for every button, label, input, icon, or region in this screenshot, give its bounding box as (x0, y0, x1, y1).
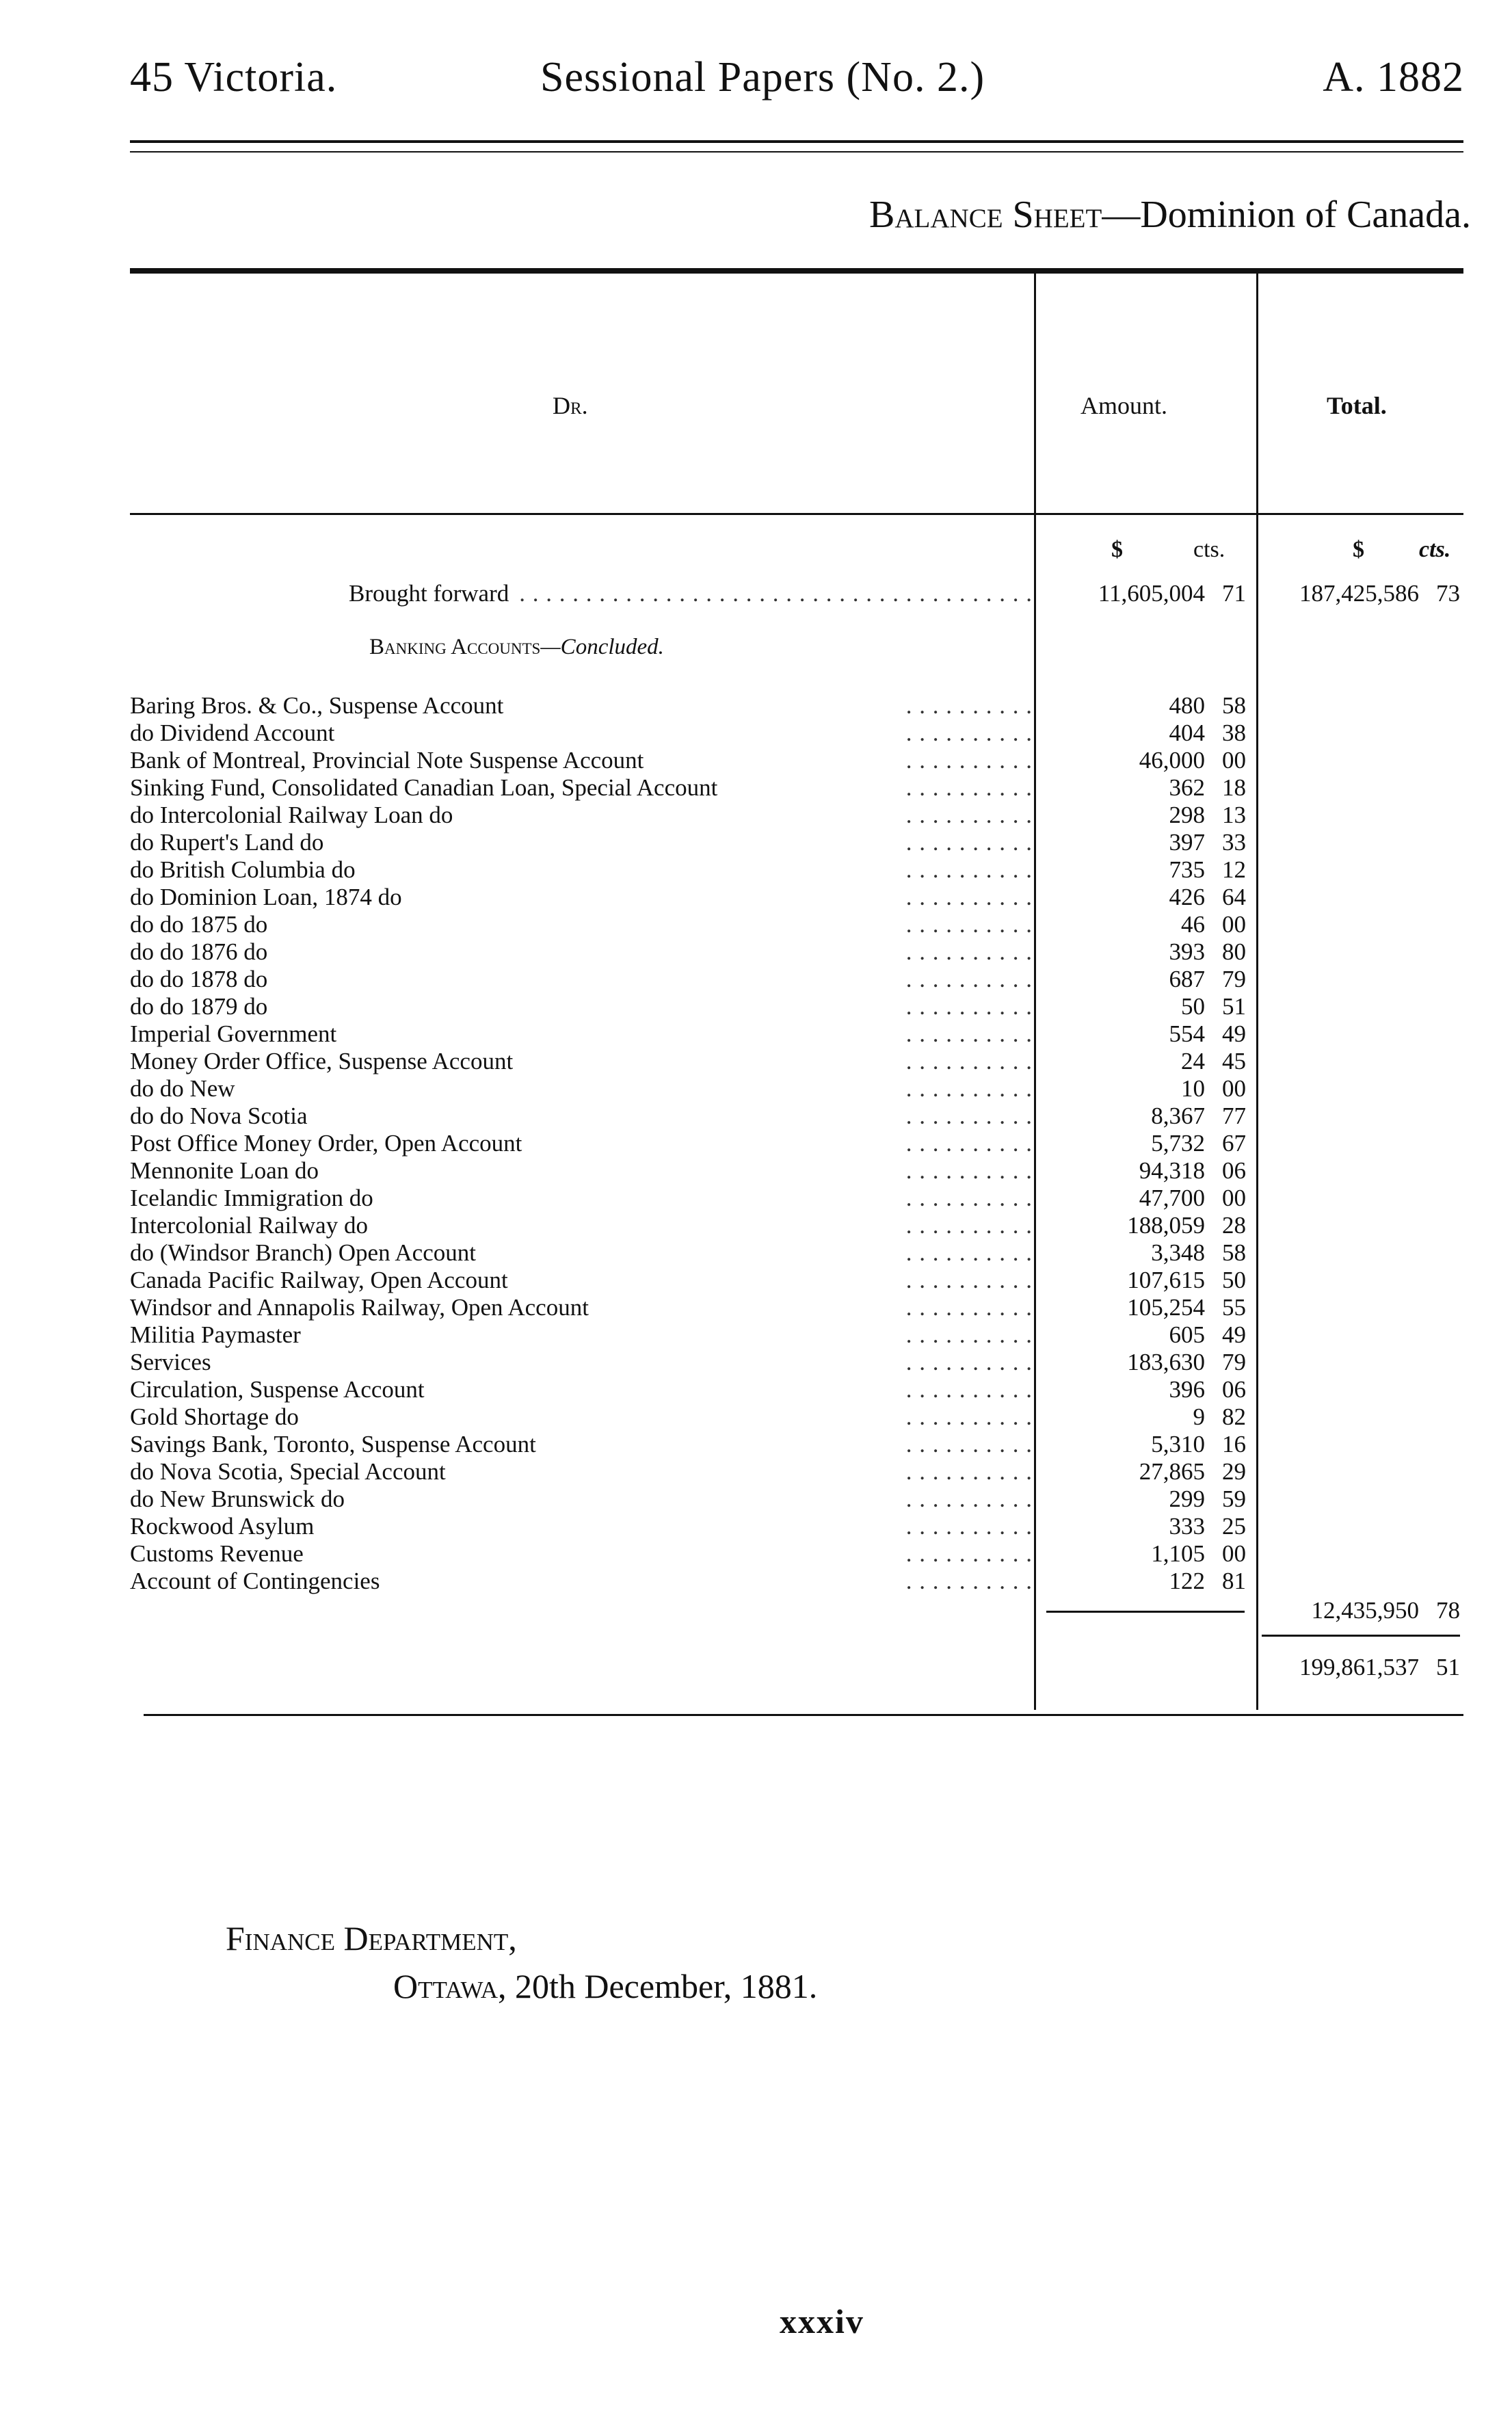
row-label: Bank of Montreal, Provincial Note Suspense Account (130, 747, 644, 774)
row-amount-dollars: 122 (1169, 1568, 1205, 1594)
table-row (130, 1185, 1033, 1212)
row-label: Canada Pacific Railway, Open Account (130, 1267, 508, 1293)
row-amount-dollars: 687 (1169, 966, 1205, 992)
row-amount-dollars: 46 (1181, 911, 1205, 938)
row-amount (1039, 692, 1246, 720)
table-row (130, 856, 1033, 884)
table-row (130, 774, 1033, 802)
row-amount-cents: 38 (1222, 720, 1246, 746)
brought-forward-amount (1039, 580, 1246, 607)
row-amount-dollars: 8,367 (1151, 1103, 1205, 1129)
row-label: do (Windsor Branch) Open Account (130, 1239, 476, 1266)
amount-cents-label: cts. (1193, 537, 1225, 562)
row-amount (1039, 1212, 1246, 1239)
grand-total (1262, 1654, 1460, 1681)
table-row (130, 1540, 1033, 1568)
row-amount (1039, 1568, 1246, 1595)
row-label: do do 1876 do (130, 938, 268, 965)
row-amount-dollars: 5,310 (1151, 1431, 1205, 1457)
table-row (130, 1403, 1033, 1431)
leader-dots: . . . . . . . . . . (905, 884, 1033, 910)
leader-dots: . . . . . . . . . . (905, 1130, 1033, 1157)
row-amount-cents: 55 (1222, 1294, 1246, 1321)
leader-dots: . . . . . . . . . . (905, 911, 1033, 938)
row-amount-cents: 28 (1222, 1212, 1246, 1239)
row-amount (1039, 1020, 1246, 1048)
leader-dots: . . . . . . . . . . (905, 1568, 1033, 1594)
row-amount (1039, 720, 1246, 747)
row-amount-cents: 00 (1222, 1075, 1246, 1102)
row-amount (1039, 911, 1246, 938)
row-label: do New Brunswick do (130, 1486, 345, 1512)
row-amount-dollars: 188,059 (1127, 1212, 1205, 1239)
row-amount (1039, 884, 1246, 911)
row-amount-cents: 33 (1222, 829, 1246, 856)
table-row (130, 993, 1033, 1020)
row-amount-cents: 81 (1222, 1568, 1246, 1594)
row-amount (1039, 1103, 1246, 1130)
row-amount-dollars: 94,318 (1139, 1157, 1205, 1184)
subtotal-dollars: 12,435,950 (1311, 1597, 1419, 1624)
table-row (130, 1486, 1033, 1513)
row-amount-dollars: 50 (1181, 993, 1205, 1020)
leader-dots: . . . . . . . . . . (905, 1075, 1033, 1102)
grand-total-cents: 51 (1436, 1654, 1460, 1680)
row-label: Services (130, 1349, 211, 1375)
leader-dots: . . . . . . . . . . (905, 774, 1033, 801)
leader-dots: . . . . . . . . . . (905, 938, 1033, 965)
row-amount-dollars: 404 (1169, 720, 1205, 746)
row-label: Windsor and Annapolis Railway, Open Account (130, 1294, 589, 1321)
table-row (130, 1321, 1033, 1349)
leader-dots: . . . . . . . . . . (905, 993, 1033, 1020)
row-label: do do Nova Scotia (130, 1103, 308, 1129)
row-amount (1039, 1321, 1246, 1349)
leader-dots: . . . . . . . . . . (905, 692, 1033, 719)
brought-forward-row (349, 580, 1033, 607)
row-amount (1039, 1431, 1246, 1458)
table-row (130, 911, 1033, 938)
row-label: do British Columbia do (130, 856, 356, 883)
row-amount-dollars: 27,865 (1139, 1458, 1205, 1485)
row-amount-cents: 82 (1222, 1403, 1246, 1430)
finance-department: Finance Department, (226, 1919, 517, 1957)
leader-dots: . . . . . . . . . . (905, 1349, 1033, 1375)
table-bottom-rule (144, 1714, 1463, 1716)
row-amount (1039, 1349, 1246, 1376)
table-row (130, 1458, 1033, 1486)
table-row (130, 1294, 1033, 1321)
row-label: do do 1878 do (130, 966, 268, 992)
table-row (130, 1157, 1033, 1185)
row-amount-cents: 79 (1222, 1349, 1246, 1375)
row-amount (1039, 993, 1246, 1020)
table-row (130, 1130, 1033, 1157)
table-row (130, 1075, 1033, 1103)
leader-dots: . . . . . . . . . . (905, 1513, 1033, 1540)
page-number: xxxiv (780, 2302, 864, 2340)
leader-dots: . . . . . . . . . . (905, 856, 1033, 883)
table-row (130, 1349, 1033, 1376)
total-sum-rule (1262, 1635, 1460, 1637)
row-amount-dollars: 46,000 (1139, 747, 1205, 774)
brought-forward-amount-cents: 71 (1222, 580, 1246, 607)
leader-dots: . . . . . . . . . . (905, 1048, 1033, 1074)
leader-dots: . . . . . . . . . . (905, 829, 1033, 856)
header-sessional-papers: Sessional Papers (No. 2.) (540, 54, 985, 101)
table-row (130, 802, 1033, 829)
leader-dots: . . . . . . . . . . (905, 1294, 1033, 1321)
row-label: do Rupert's Land do (130, 829, 324, 856)
table-row (130, 884, 1033, 911)
row-amount-dollars: 10 (1181, 1075, 1205, 1102)
row-label: Circulation, Suspense Account (130, 1376, 425, 1403)
row-amount-cents: 00 (1222, 1185, 1246, 1211)
row-label: do do 1879 do (130, 993, 268, 1020)
row-amount-dollars: 480 (1169, 692, 1205, 719)
total-heading: Total. (1327, 392, 1387, 419)
header-rule-top (130, 140, 1463, 143)
leader-dots: . . . . . . . . . . (905, 1103, 1033, 1129)
amount-column-divider (1034, 274, 1036, 1710)
row-label: Customs Revenue (130, 1540, 304, 1567)
row-amount-dollars: 554 (1169, 1020, 1205, 1047)
row-amount-cents: 49 (1222, 1020, 1246, 1047)
row-amount-cents: 64 (1222, 884, 1246, 910)
row-amount (1039, 1376, 1246, 1403)
row-amount-cents: 77 (1222, 1103, 1246, 1129)
row-label: Intercolonial Railway do (130, 1212, 368, 1239)
row-amount-dollars: 183,630 (1127, 1349, 1205, 1375)
row-amount (1039, 1185, 1246, 1212)
header-rule-bottom (130, 151, 1463, 153)
table-row (130, 720, 1033, 747)
row-amount (1039, 747, 1246, 774)
row-amount-dollars: 107,615 (1127, 1267, 1205, 1293)
row-amount-cents: 13 (1222, 802, 1246, 828)
total-dollar-sign: $ (1353, 537, 1364, 562)
banking-accounts-heading (369, 635, 664, 660)
amount-heading: Amount. (1080, 392, 1168, 419)
balance-sheet-title (869, 193, 1471, 237)
row-label: do Dividend Account (130, 720, 335, 746)
row-amount (1039, 774, 1246, 802)
amount-sum-rule (1046, 1611, 1245, 1613)
leader-dots: . . . . . . . . . . (905, 802, 1033, 828)
row-amount-dollars: 735 (1169, 856, 1205, 883)
leader-dots: . . . . . . . . . . (905, 747, 1033, 774)
row-label: do do 1875 do (130, 911, 268, 938)
row-amount (1039, 1048, 1246, 1075)
brought-forward-total (1262, 580, 1460, 607)
row-amount-dollars: 9 (1193, 1403, 1205, 1430)
row-label: do Nova Scotia, Special Account (130, 1458, 446, 1485)
row-label: do Intercolonial Railway Loan do (130, 802, 453, 828)
leader-dots: . . . . . . . . . . (905, 1020, 1033, 1047)
row-label: Icelandic Immigration do (130, 1185, 373, 1211)
brought-forward-total-dollars: 187,425,586 (1299, 580, 1419, 607)
row-amount-cents: 25 (1222, 1513, 1246, 1540)
row-amount-dollars: 299 (1169, 1486, 1205, 1512)
leader-dots: . . . . . . . . . . (905, 1212, 1033, 1239)
row-amount-cents: 00 (1222, 747, 1246, 774)
leader-dots: . . . . . . . . . . (905, 1486, 1033, 1512)
table-row (130, 966, 1033, 993)
row-label: Militia Paymaster (130, 1321, 301, 1348)
leader-dots: . . . . . . . . . . (905, 1267, 1033, 1293)
row-amount-cents: 80 (1222, 938, 1246, 965)
row-amount-cents: 67 (1222, 1130, 1246, 1157)
leader-dots: . . . . . . . . . . (905, 1431, 1033, 1457)
footer-date: , 20th December, 1881. (497, 1967, 818, 2005)
row-amount-cents: 49 (1222, 1321, 1246, 1348)
row-label: Mennonite Loan do (130, 1157, 319, 1184)
row-amount (1039, 1513, 1246, 1540)
leader-dots: . . . . . . . . . . (905, 1376, 1033, 1403)
row-amount-dollars: 298 (1169, 802, 1205, 828)
row-label: Sinking Fund, Consolidated Canadian Loan, Special Account (130, 774, 718, 801)
row-amount (1039, 966, 1246, 993)
row-amount-cents: 00 (1222, 911, 1246, 938)
table-row (130, 1376, 1033, 1403)
table-row (130, 1239, 1033, 1267)
header-year: A. 1882 (1323, 54, 1464, 101)
row-amount-dollars: 333 (1169, 1513, 1205, 1540)
table-row (130, 1048, 1033, 1075)
title-rule (130, 268, 1463, 274)
row-label: do do New (130, 1075, 235, 1102)
row-amount-cents: 50 (1222, 1267, 1246, 1293)
leader-dots: . . . . . . . . . . (905, 1185, 1033, 1211)
section-heading-suffix: —Concluded. (540, 635, 664, 659)
row-amount (1039, 1294, 1246, 1321)
table-row (130, 1431, 1033, 1458)
row-amount (1039, 1130, 1246, 1157)
table-row (130, 1020, 1033, 1048)
table-row (130, 1568, 1033, 1595)
row-label: Rockwood Asylum (130, 1513, 315, 1540)
table-row (130, 938, 1033, 966)
row-amount (1039, 1075, 1246, 1103)
row-amount (1039, 856, 1246, 884)
row-label: do Dominion Loan, 1874 do (130, 884, 402, 910)
table-row (130, 829, 1033, 856)
total-column-divider (1256, 274, 1258, 1710)
row-amount (1039, 802, 1246, 829)
row-label: Baring Bros. & Co., Suspense Account (130, 692, 504, 719)
row-amount (1039, 1267, 1246, 1294)
brought-forward-amount-dollars: 11,605,004 (1098, 580, 1205, 607)
footer-place: Ottawa (393, 1967, 498, 2005)
grand-total-dollars: 199,861,537 (1299, 1654, 1419, 1680)
section-heading-main: Banking Accounts (369, 635, 541, 659)
row-amount (1039, 938, 1246, 966)
ottawa-date (393, 1966, 817, 2006)
table-row (130, 692, 1033, 720)
row-label: Imperial Government (130, 1020, 337, 1047)
row-amount-cents: 16 (1222, 1431, 1246, 1457)
row-amount (1039, 1403, 1246, 1431)
row-amount-cents: 79 (1222, 966, 1246, 992)
leader-dots: . . . . . . . . . . (905, 1458, 1033, 1485)
row-amount-cents: 06 (1222, 1376, 1246, 1403)
row-amount-dollars: 396 (1169, 1376, 1205, 1403)
table-row (130, 747, 1033, 774)
leader-dots: . . . . . . . . . . (905, 1321, 1033, 1348)
row-amount-dollars: 605 (1169, 1321, 1205, 1348)
leader-dots: . . . . . . . . . . (905, 1239, 1033, 1266)
leader-dots: . . . . . . . . . . (905, 1540, 1033, 1567)
row-amount-dollars: 393 (1169, 938, 1205, 965)
row-amount-dollars: 105,254 (1127, 1294, 1205, 1321)
row-label: Post Office Money Order, Open Account (130, 1130, 522, 1157)
brought-forward-label: Brought forward (349, 580, 509, 607)
row-amount-dollars: 5,732 (1151, 1130, 1205, 1157)
subtotal-cents: 78 (1436, 1597, 1460, 1624)
row-amount (1039, 1540, 1246, 1568)
title-prefix: Balance Sheet (869, 194, 1102, 236)
row-amount (1039, 1157, 1246, 1185)
row-amount-cents: 58 (1222, 692, 1246, 719)
dr-heading: Dr. (553, 392, 588, 419)
total-cents-label: cts. (1419, 537, 1451, 562)
leader-dots: . . . . . . . . . . . . . . . . . . . . . . . . . . . . . . . . . . . . . . . (519, 580, 1033, 607)
row-label: Money Order Office, Suspense Account (130, 1048, 514, 1074)
row-amount-cents: 51 (1222, 993, 1246, 1020)
row-label: Gold Shortage do (130, 1403, 299, 1430)
leader-dots: . . . . . . . . . . (905, 720, 1033, 746)
table-row (130, 1103, 1033, 1130)
row-label: Account of Contingencies (130, 1568, 380, 1594)
leader-dots: . . . . . . . . . . (905, 966, 1033, 992)
row-amount-cents: 00 (1222, 1540, 1246, 1567)
row-amount-cents: 18 (1222, 774, 1246, 801)
row-amount-cents: 12 (1222, 856, 1246, 883)
row-amount (1039, 1486, 1246, 1513)
title-rest: —Dominion of Canada. (1102, 194, 1471, 236)
table-row (130, 1267, 1033, 1294)
brought-forward-total-cents: 73 (1436, 580, 1460, 607)
row-amount (1039, 1458, 1246, 1486)
row-amount-dollars: 1,105 (1151, 1540, 1205, 1567)
row-amount-dollars: 397 (1169, 829, 1205, 856)
row-amount (1039, 1239, 1246, 1267)
row-amount-cents: 58 (1222, 1239, 1246, 1266)
row-amount (1039, 829, 1246, 856)
row-amount-dollars: 3,348 (1151, 1239, 1205, 1266)
header-volume: 45 Victoria. (130, 54, 338, 101)
row-amount-cents: 29 (1222, 1458, 1246, 1485)
row-amount-dollars: 47,700 (1139, 1185, 1205, 1211)
row-label: Savings Bank, Toronto, Suspense Account (130, 1431, 536, 1457)
row-amount-dollars: 426 (1169, 884, 1205, 910)
row-amount-cents: 59 (1222, 1486, 1246, 1512)
row-amount-dollars: 362 (1169, 774, 1205, 801)
subtotal (1262, 1597, 1460, 1624)
amount-dollar-sign: $ (1111, 537, 1123, 562)
column-heading-rule (130, 513, 1463, 515)
table-row (130, 1212, 1033, 1239)
leader-dots: . . . . . . . . . . (905, 1157, 1033, 1184)
leader-dots: . . . . . . . . . . (905, 1403, 1033, 1430)
table-row (130, 1513, 1033, 1540)
row-amount-cents: 45 (1222, 1048, 1246, 1074)
row-amount-dollars: 24 (1181, 1048, 1205, 1074)
row-amount-cents: 06 (1222, 1157, 1246, 1184)
